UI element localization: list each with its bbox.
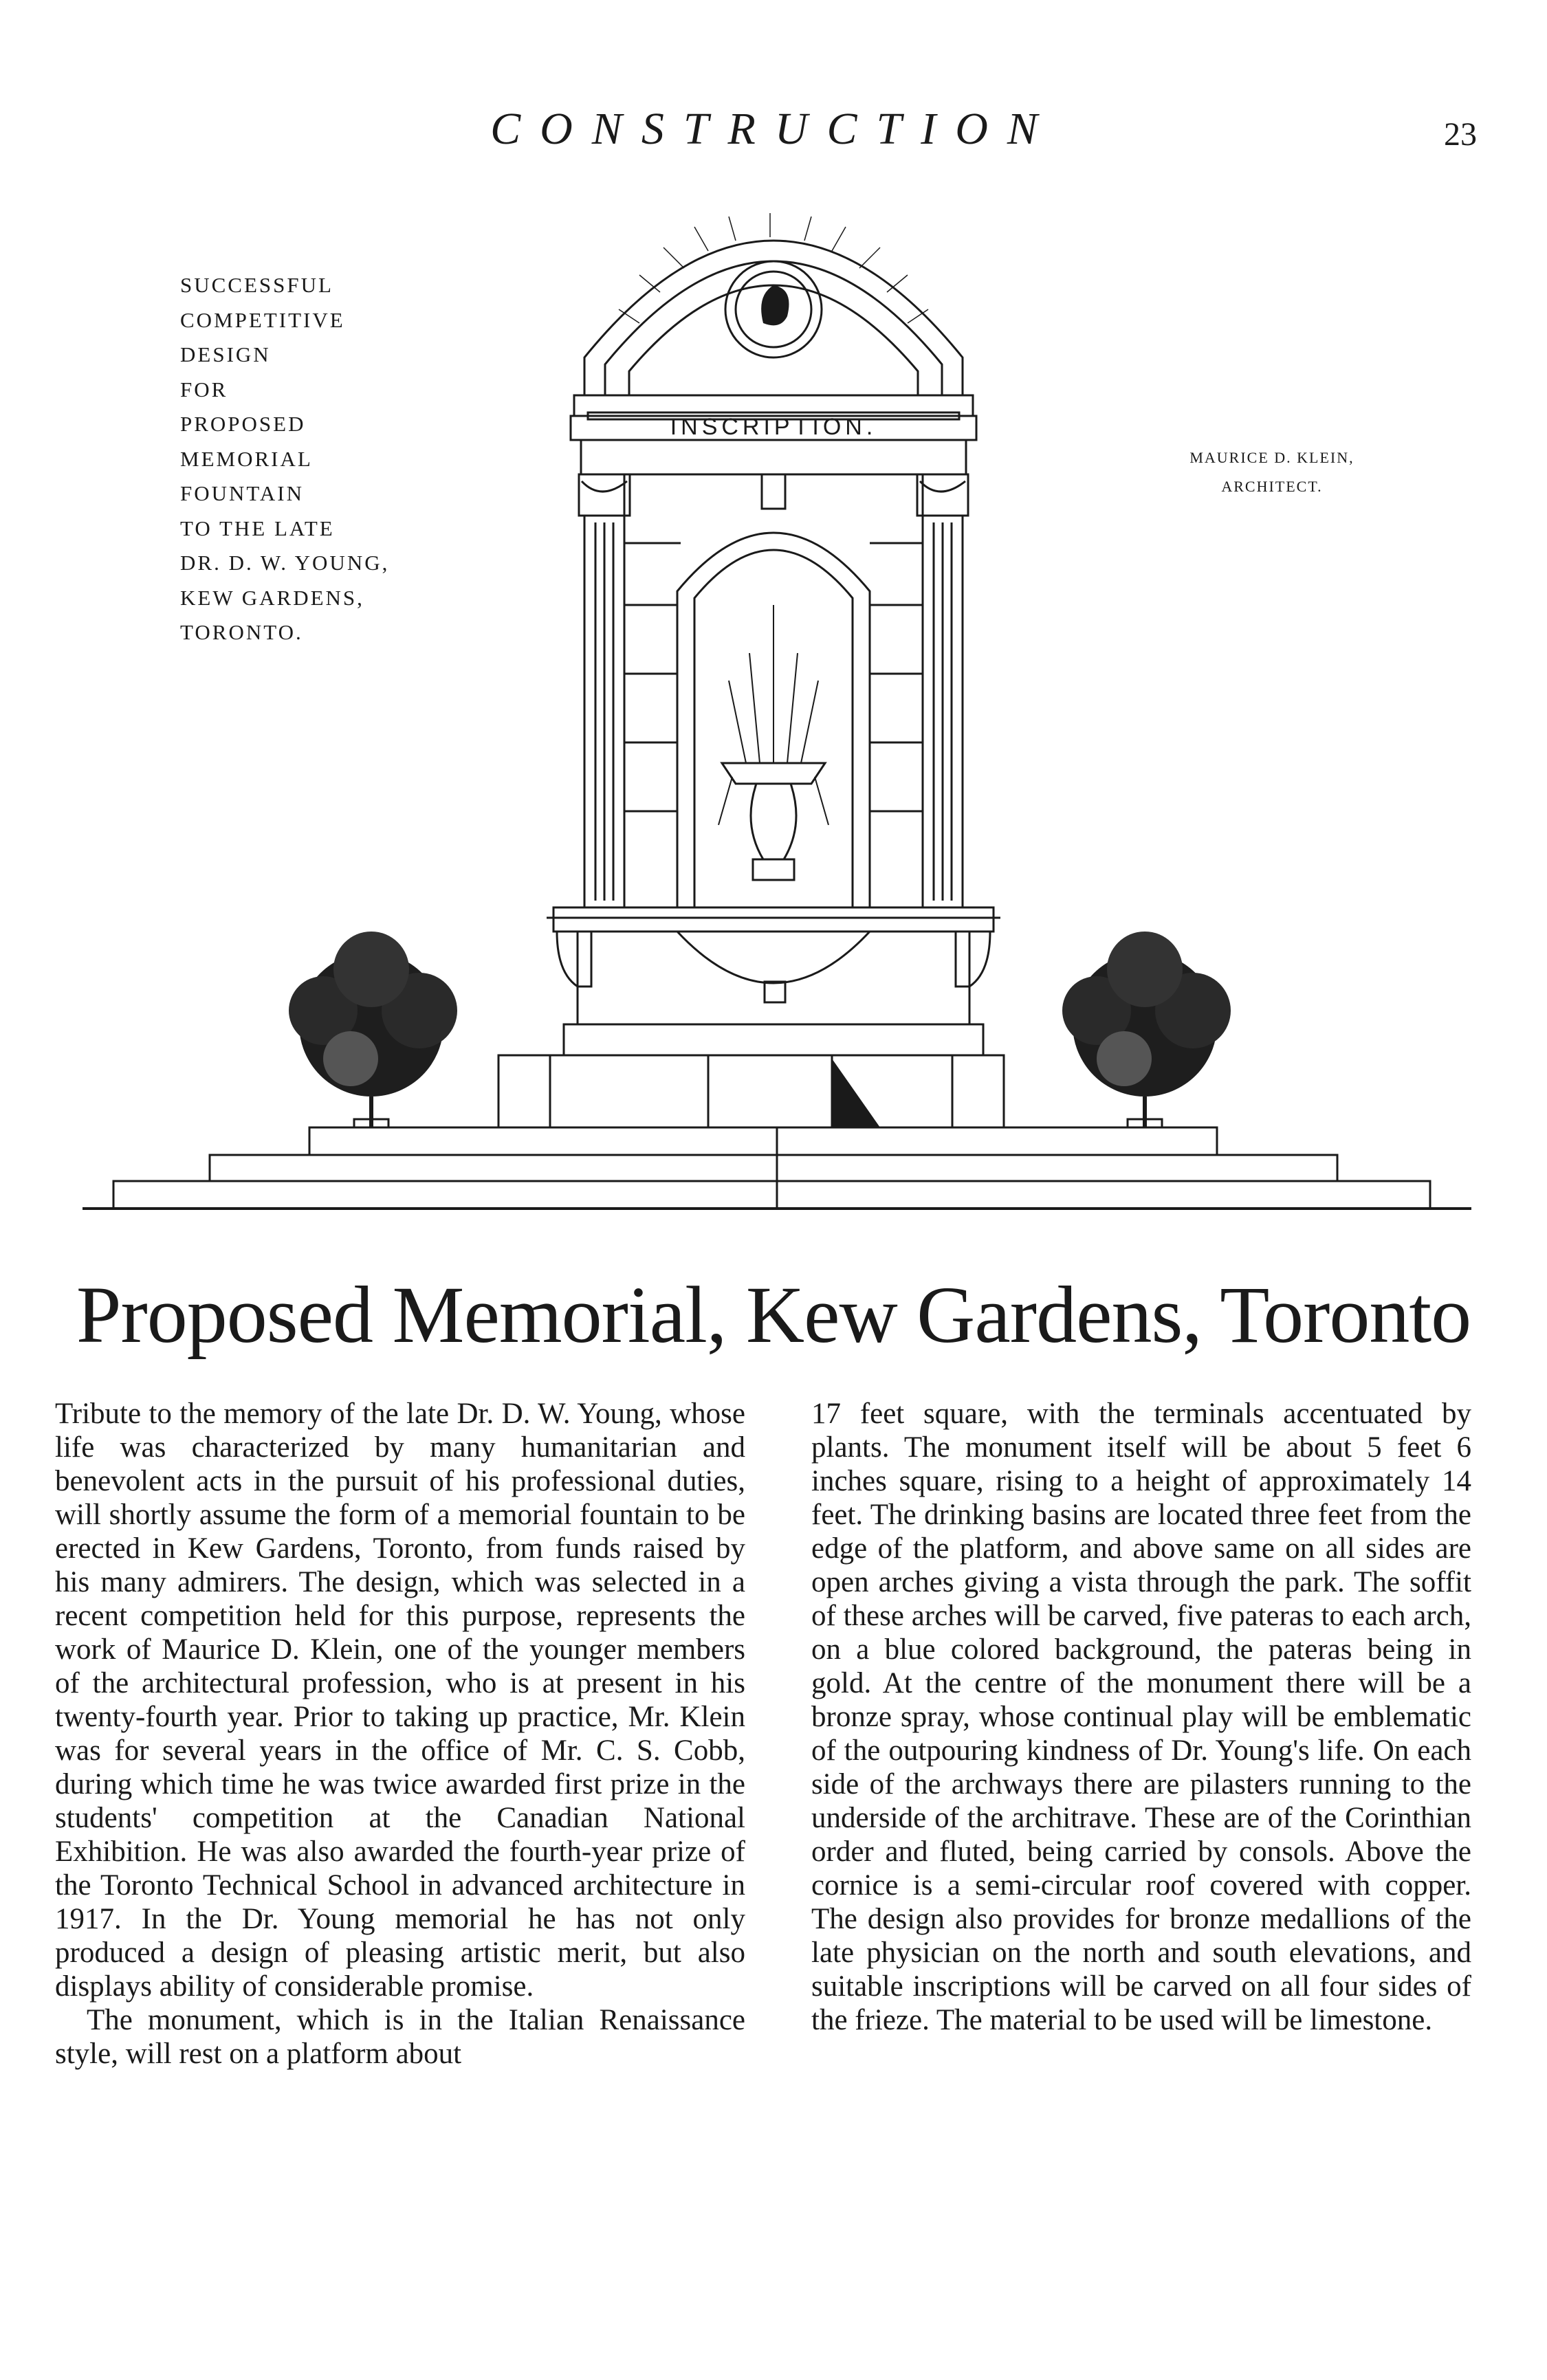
caption-line: COMPETITIVE: [180, 307, 345, 332]
caption-line: DESIGN: [180, 342, 271, 366]
caption-line: MEMORIAL: [180, 446, 313, 471]
platform-step-top: [309, 1127, 1217, 1155]
right-console: [956, 932, 990, 987]
article-paragraph: 17 feet square, with the terminals accentuated by plants. The monument itself will be about 5 feet 6 inches square, rising to a height of approximately 14 feet. The drinking basins are located three feet from the edge of the platform, and above same on all sides are open arches giving a vista through the park. The soffit of these arches will be carved, five pateras to each arch, on a blue colored background, the pateras being in gold. At the centre of the monument there will be a bronze spray, whose continual play will be emblematic of the outpouring kindness of Dr. Young's life. On each side of the archways there are pilasters running to the underside of the architrave. These are of the Corinthian order and fluted, being carried by consols. Above the cornice is a semi-circular roof covered with copper. The design also provides for bronze medallions of the late physician on the north and south elevations, and suitable inscriptions will be carved on all four sides of the frieze. The material to be used will be limestone.: [811, 1398, 1471, 2036]
architect-name: MAURICE D. KLEIN,: [1189, 449, 1354, 466]
running-head: CONSTRUCTION: [490, 104, 1057, 154]
fountain-urn: [751, 784, 796, 859]
caption-line: KEW GARDENS,: [180, 585, 364, 610]
article-column-left: [55, 1397, 745, 2071]
basin-bowl: [677, 932, 870, 983]
bronze-spray: [718, 605, 829, 825]
article-paragraph: The monument, which is in the Italian Renaissance style, will rest on a platform about: [55, 2004, 745, 2070]
platform-step-middle: [210, 1155, 1337, 1181]
frieze-inscription: INSCRIPTION.: [670, 414, 877, 440]
platform-step-bottom: [113, 1181, 1430, 1209]
caption-line: FOR: [180, 377, 228, 401]
caption-line: DR. D. W. YOUNG,: [180, 551, 390, 575]
caption-line: SUCCESSFUL: [180, 273, 333, 297]
right-planter-bush: [1062, 932, 1231, 1127]
left-capital: [579, 474, 630, 516]
article-paragraph: Tribute to the memory of the late Dr. D. W. Young, whose life was characterized by many humanitarian and benevolent acts in the pursuit of his professional duties, will shortly assume the form of a memorial fountain to be erected in Kew Gardens, Toronto, from funds raised by his many admirers. The design, which was selected in a recent competition held for this purpose, represents the work of Maurice D. Klein, one of the younger members of the architectural profession, who is at present in his twenty-fourth year. Prior to taking up practice, Mr. Klein was for several years in the office of Mr. C. S. Cobb, during which time he was twice awarded first prize in the students' competition at the Canadian National Exhibition. He was also awarded the fourth-year prize of the Toronto Technical School in advanced architecture in 1917. In the Dr. Young memorial he has not only produced a design of pleasing artistic merit, but also displays ability of considerable promise.: [55, 1398, 745, 2003]
caption-line: PROPOSED: [180, 412, 306, 436]
caption-line: TO THE LATE: [180, 516, 335, 540]
left-console: [557, 932, 591, 987]
article-headline: Proposed Memorial, Kew Gardens, Toronto: [76, 1270, 1471, 1360]
page-number: 23: [1444, 116, 1477, 153]
caption-line: FOUNTAIN: [180, 481, 304, 505]
left-planter-bush: [289, 932, 457, 1127]
article-column-right: [811, 1397, 1471, 2037]
keystone: [762, 474, 785, 509]
architect-title: ARCHITECT.: [1221, 478, 1323, 495]
monument-base: [498, 1055, 1004, 1127]
basin-ledge: [553, 907, 994, 932]
plinth: [564, 1024, 983, 1055]
right-capital: [917, 474, 968, 516]
caption-line: TORONTO.: [180, 620, 303, 644]
drawing-caption-left: [180, 268, 483, 650]
fountain-bowl: [722, 763, 825, 784]
architect-credit: [1155, 443, 1389, 501]
